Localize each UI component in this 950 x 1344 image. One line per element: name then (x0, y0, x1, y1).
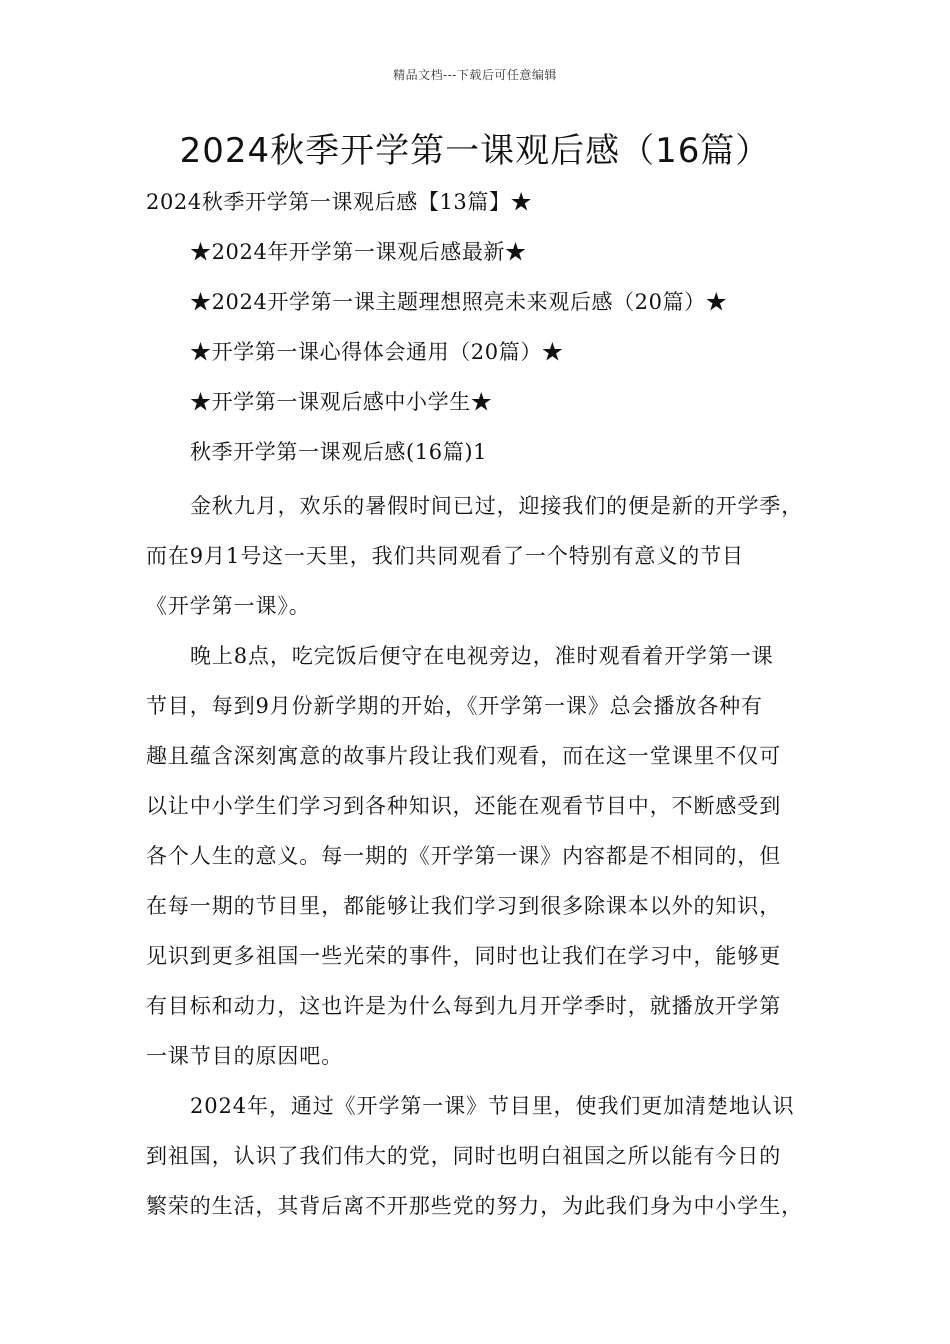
paragraph (146, 1081, 826, 1231)
paragraph-line: 2024年，通过《开学第一课》节目里，使我们更加清楚地认识 (190, 1094, 795, 1118)
paragraph-line: 一课节目的原因吧。 (146, 1044, 344, 1068)
section-heading: 秋季开学第一课观后感(16篇)1 (190, 440, 488, 464)
paragraph-line: 金秋九月，欢乐的暑假时间已过，迎接我们的便是新的开学季， (190, 494, 804, 518)
list-item: ★2024开学第一课主题理想照亮未来观后感（20篇）★ (190, 290, 728, 314)
paragraph-line: 有目标和动力，这也许是为什么每到九月开学季时，就播放开学第 (146, 994, 782, 1018)
paragraph-line: 以让中小学生们学习到各种知识，还能在观看节目中，不断感受到 (146, 794, 782, 818)
header-note: 精品文档---下载后可任意编辑 (393, 68, 557, 82)
paragraph-line: 各个人生的意义。每一期的《开学第一课》内容都是不相同的，但 (146, 844, 782, 868)
paragraph-line: 而在9月1号这一天里，我们共同观看了一个特别有意义的节目 (146, 544, 744, 568)
paragraph-line: 节目，每到9月份新学期的开始，《开学第一课》总会播放各种有 (146, 694, 763, 718)
paragraph (146, 631, 826, 1081)
paragraph (146, 481, 826, 631)
paragraph-line: 繁荣的生活，其背后离不开那些党的努力，为此我们身为中小学生， (146, 1194, 803, 1218)
list-item: ★2024年开学第一课观后感最新★ (190, 240, 527, 264)
paragraph-line: 晚上8点，吃完饭后便守在电视旁边，准时观看着开学第一课 (190, 644, 774, 668)
document-title: 2024秋季开学第一课观后感（16篇） (179, 131, 771, 171)
paragraph-line: 《开学第一课》。 (146, 594, 311, 618)
list-item: ★开学第一课观后感中小学生★ (190, 390, 493, 414)
list-lead: 2024秋季开学第一课观后感【13篇】★ (146, 190, 533, 214)
paragraph-line: 见识到更多祖国一些光荣的事件，同时也让我们在学习中，能够更 (146, 944, 782, 968)
list-item: ★开学第一课心得体会通用（20篇）★ (190, 340, 564, 364)
paragraph-line: 趣且蕴含深刻寓意的故事片段让我们观看，而在这一堂课里不仅可 (146, 744, 782, 768)
paragraph-line: 到祖国，认识了我们伟大的党，同时也明白祖国之所以能有今日的 (146, 1144, 782, 1168)
paragraph-line: 在每一期的节目里，都能够让我们学习到很多除课本以外的知识， (146, 894, 782, 918)
